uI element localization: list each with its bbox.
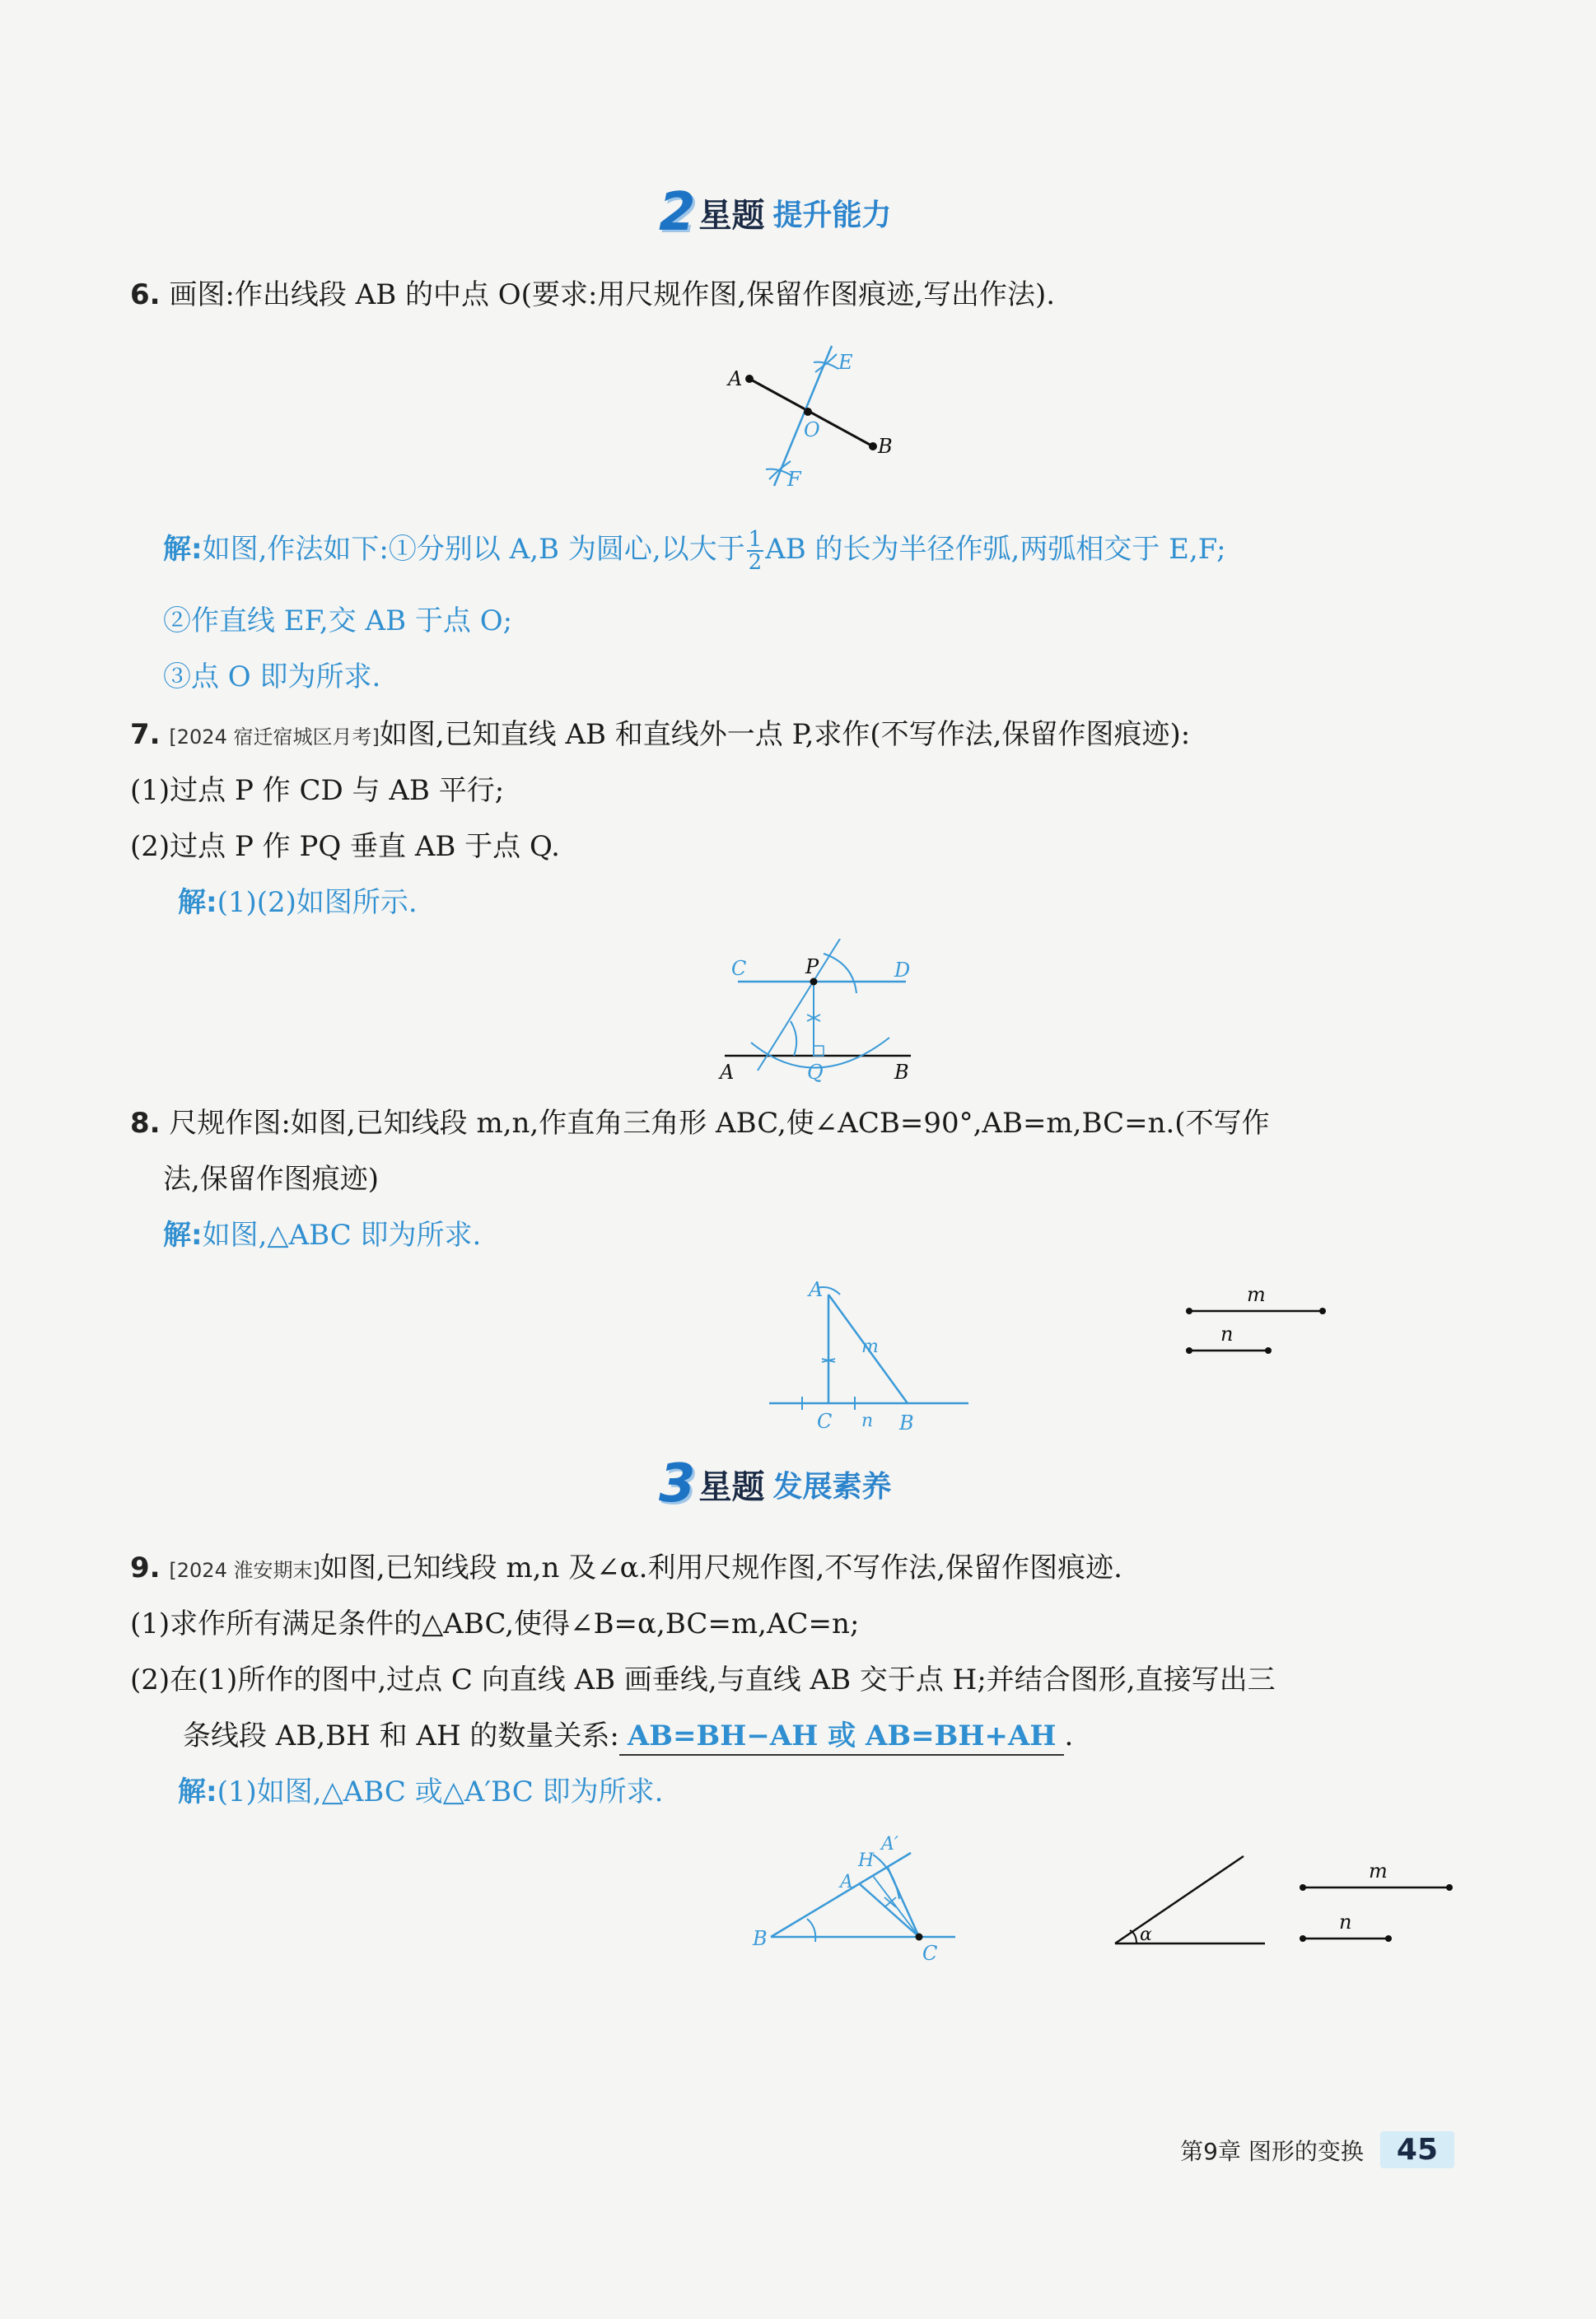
segment-m-end <box>1446 1884 1453 1891</box>
point-p <box>810 978 818 986</box>
transversal <box>758 939 840 1071</box>
question-body: 画图:作出线段 AB 的中点 O(要求:用尺规作图,保留作图痕迹,写出作法). <box>169 278 1056 311</box>
label-c: C <box>817 1410 833 1433</box>
question-number: 7. <box>130 718 161 751</box>
q9-given-angle <box>1104 1845 1268 1952</box>
ray-ba <box>771 1853 911 1937</box>
construction-arc-top <box>824 954 856 993</box>
section-star-label: 星题 <box>698 196 765 235</box>
answer-label: 解: <box>163 533 203 566</box>
label-n: n <box>1220 1323 1234 1346</box>
q8-given-segments <box>1178 1276 1342 1367</box>
point-c <box>916 1934 923 1941</box>
answer-text: (1)如图,△ABC 或△A′BC 即为所求. <box>217 1775 664 1808</box>
side-ac <box>860 1884 919 1937</box>
question-source: [2024 宿迁宿城区月考] <box>169 726 380 749</box>
label-a: A <box>809 1278 824 1301</box>
q6-text <box>130 277 1055 313</box>
label-d: D <box>894 959 911 982</box>
question-source: [2024 淮安期末] <box>169 1559 320 1582</box>
segment-n-end <box>1385 1935 1392 1942</box>
question-body: 如图,已知直线 AB 和直线外一点 P,求作(不写作法,保留作图痕迹): <box>379 718 1191 751</box>
label-b: B <box>878 435 893 458</box>
label-h: H <box>858 1850 875 1871</box>
q9-sub2-cont <box>183 1718 1073 1756</box>
answer-text-cont: AB 的长为半径作弧,两弧相交于 E,F; <box>765 533 1226 566</box>
q7-sub2: (2)过点 P 作 PQ 垂直 AB 于点 Q. <box>130 830 560 863</box>
chapter-title: 第9章 图形的变换 <box>1180 2137 1364 2165</box>
question-body: 条线段 AB,BH 和 AH 的数量关系: <box>183 1719 619 1752</box>
q7-text <box>130 716 1190 755</box>
page-footer <box>1180 2131 1454 2168</box>
point-a <box>745 375 754 383</box>
q9-answer <box>178 1774 663 1810</box>
angle-arc-b <box>807 1919 815 1942</box>
page-number: 45 <box>1380 2131 1454 2168</box>
segment-n-start <box>1186 1347 1192 1354</box>
answer-label: 解: <box>178 1775 217 1808</box>
label-e: E <box>838 351 853 374</box>
label-c: C <box>922 1942 938 1965</box>
fraction-numerator: 1 <box>748 527 763 552</box>
label-b: B <box>753 1927 768 1950</box>
section-title: 发展素养 <box>772 1469 892 1504</box>
section-title: 提升能力 <box>772 198 892 232</box>
q9-sub2: (2)在(1)所作的图中,过点 C 向直线 AB 画垂线,与直线 AB 交于点 H;并结合图形,直接写出三 <box>130 1663 1276 1696</box>
q9-sub1: (1)求作所有满足条件的△ABC,使得∠B=α,BC=m,AC=n; <box>130 1607 860 1640</box>
right-angle-mark <box>814 1046 824 1056</box>
section-number: 2 <box>659 182 696 243</box>
answer-text: 如图,作法如下:①分别以 A,B 为圆心,以大于 <box>202 533 745 566</box>
q6-figure <box>716 329 906 502</box>
question-body-end: . <box>1064 1719 1074 1752</box>
fraction-denominator: 2 <box>748 550 763 575</box>
q9-given-segments <box>1293 1853 1458 1952</box>
construction-arc-left <box>791 1021 796 1056</box>
segment-m-start <box>1186 1308 1192 1314</box>
q6-answer-line2: ②作直线 EF,交 AB 于点 O; <box>163 604 513 637</box>
label-alpha: α <box>1140 1925 1152 1945</box>
label-q: Q <box>807 1061 824 1084</box>
answer-label: 解: <box>178 886 217 919</box>
question-number: 9. <box>130 1551 161 1584</box>
section-star-label: 星题 <box>698 1467 765 1506</box>
label-f: F <box>787 468 801 491</box>
segment-m-end <box>1319 1308 1326 1314</box>
fraction-half <box>747 529 764 573</box>
arc-e2 <box>815 354 837 372</box>
label-p: P <box>805 955 819 978</box>
fill-in-answer: AB=BH−AH 或 AB=BH+AH <box>619 1718 1065 1756</box>
label-m: m <box>861 1337 879 1357</box>
answer-label: 解: <box>163 1219 203 1252</box>
question-number: 6. <box>130 278 161 311</box>
label-c: C <box>731 957 747 980</box>
segment-n-start <box>1300 1935 1306 1942</box>
label-a: A <box>720 1061 735 1084</box>
q6-answer-line1 <box>163 529 1226 573</box>
q8-text-line1 <box>130 1105 1270 1141</box>
angle-upper-ray <box>1115 1856 1244 1943</box>
question-body: 尺规作图:如图,已知线段 m,n,作直角三角形 ABC,使∠ACB=90°,AB=m,BC=n.(不写作 <box>169 1107 1270 1140</box>
label-m: m <box>1247 1283 1266 1306</box>
label-b: B <box>899 1411 914 1435</box>
label-n: n <box>861 1411 874 1431</box>
question-number: 8. <box>130 1107 161 1140</box>
answer-text: (1)(2)如图所示. <box>217 886 418 919</box>
q8-answer <box>163 1217 481 1253</box>
question-body: 如图,已知线段 m,n 及∠α.利用尺规作图,不写作法,保留作图痕迹. <box>320 1551 1122 1584</box>
label-a: A <box>840 1872 853 1892</box>
q6-answer-line3: ③点 O 即为所求. <box>163 660 381 693</box>
q8-figure <box>758 1276 972 1441</box>
q7-sub1: (1)过点 P 作 CD 与 AB 平行; <box>130 774 505 807</box>
label-n: n <box>1339 1911 1352 1934</box>
section-banner-2 <box>659 182 892 243</box>
q7-figure <box>708 939 922 1087</box>
label-o: O <box>804 418 820 441</box>
q9-text <box>130 1550 1122 1589</box>
q9-figure <box>749 1828 964 1976</box>
section-banner-3 <box>659 1453 892 1514</box>
label-m: m <box>1369 1859 1388 1883</box>
point-b <box>869 442 877 450</box>
q8-text-line2: 法,保留作图痕迹) <box>163 1163 380 1196</box>
point-o <box>804 408 812 416</box>
label-a-prime: A′ <box>881 1834 898 1855</box>
segment-m-start <box>1300 1884 1306 1891</box>
answer-text: 如图,△ABC 即为所求. <box>202 1219 482 1252</box>
q7-answer <box>178 884 418 921</box>
label-b: B <box>894 1061 909 1084</box>
segment-n-end <box>1265 1347 1272 1354</box>
label-a: A <box>728 367 743 390</box>
section-number: 3 <box>659 1453 696 1514</box>
